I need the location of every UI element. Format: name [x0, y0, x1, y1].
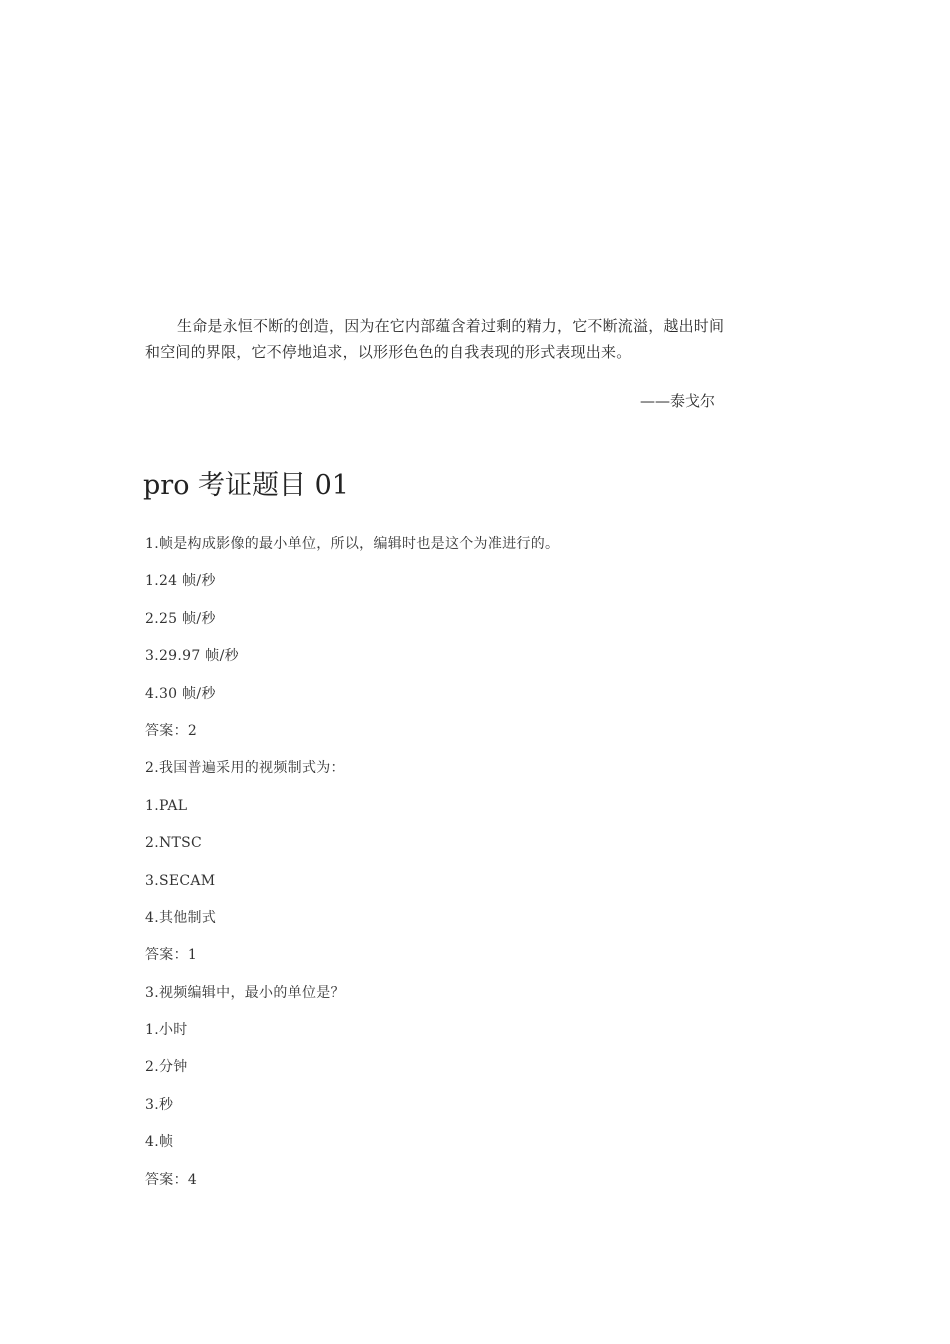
question-list	[145, 532, 805, 1205]
question-2-text: 2.我国普遍采用的视频制式为：	[145, 760, 345, 777]
question-3-option-1: 1.小时	[145, 1022, 188, 1039]
question-1-option-4: 4.30 帧/秒	[145, 685, 216, 702]
question-3-option-3: 3.秒	[145, 1096, 174, 1113]
question-2-option-1: 1.PAL	[145, 797, 188, 814]
quote-line-2: 和空间的界限，它不停地追求，以形形色色的自我表现的形式表现出来。	[145, 343, 632, 361]
quote-line-1: 生命是永恒不断的创造，因为在它内部蕴含着过剩的精力，它不断流溢，越出时间	[177, 317, 725, 335]
question-1-answer: 答案：2	[145, 722, 198, 739]
question-3-option-2: 2.分钟	[145, 1059, 188, 1076]
question-2-answer: 答案：1	[145, 947, 198, 964]
question-2-option-2: 2.NTSC	[145, 835, 203, 852]
question-3-answer: 答案：4	[145, 1171, 198, 1188]
question-2-option-3: 3.SECAM	[145, 872, 216, 889]
question-1-option-1: 1.24 帧/秒	[145, 573, 216, 590]
question-3-text: 3.视频编辑中，最小的单位是？	[145, 984, 345, 1001]
document-title: pro 考证题目 01	[143, 470, 349, 501]
question-1-option-3: 3.29.97 帧/秒	[145, 648, 239, 665]
question-3-option-4: 4.帧	[145, 1134, 174, 1151]
question-2-option-4: 4.其他制式	[145, 909, 217, 926]
quote-attribution: ——泰戈尔	[640, 392, 716, 410]
epigraph-quote	[145, 313, 815, 365]
question-1-text: 1.帧是构成影像的最小单位，所以，编辑时也是这个为准进行的。	[145, 536, 560, 552]
question-1-option-2: 2.25 帧/秒	[145, 610, 216, 627]
